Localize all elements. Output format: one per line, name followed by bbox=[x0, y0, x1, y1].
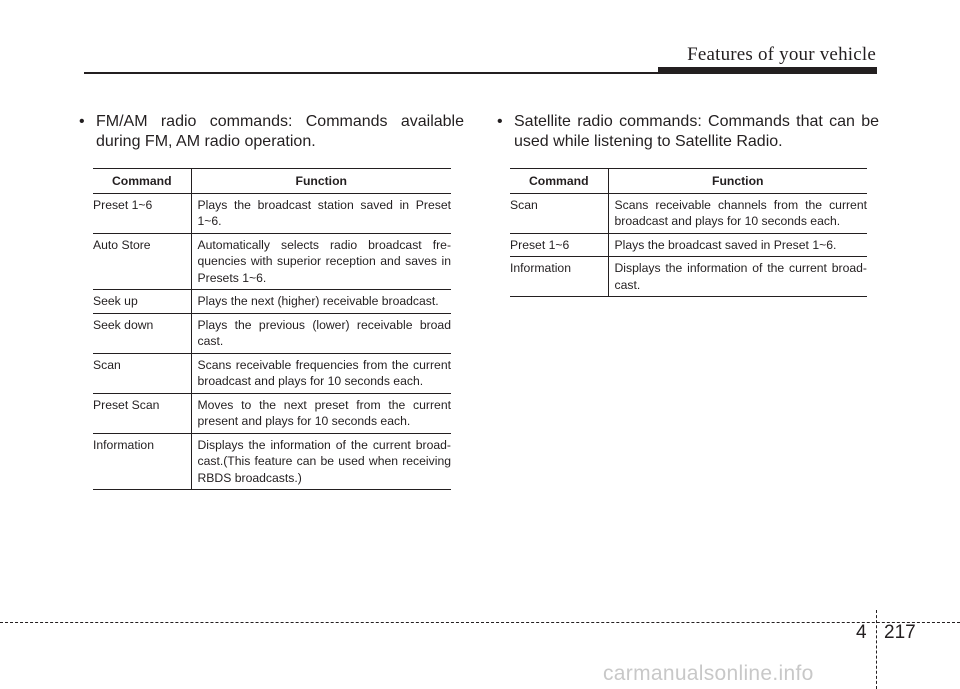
command-column-header: Command bbox=[510, 169, 608, 194]
satellite-intro-text: Satellite radio commands: Commands that can be used while listening to Satellite Radio. bbox=[514, 113, 879, 150]
footer-divider bbox=[0, 622, 960, 623]
table-header-row bbox=[510, 169, 867, 194]
function-cell: Moves to the next preset from the current present and plays for 10 seconds each. bbox=[191, 393, 451, 433]
table-row bbox=[93, 233, 451, 290]
command-cell: Scan bbox=[510, 193, 608, 233]
table-row bbox=[93, 193, 451, 233]
command-cell: Preset Scan bbox=[93, 393, 191, 433]
command-cell: Seek down bbox=[93, 313, 191, 353]
function-cell: Scans receivable frequencies from the current broadcast and plays for 10 seconds each. bbox=[191, 353, 451, 393]
function-column-header: Function bbox=[191, 169, 451, 194]
function-cell: Plays the next (higher) receivable broadcast. bbox=[191, 290, 451, 314]
bullet-icon: • bbox=[79, 113, 85, 130]
function-cell: Plays the broadcast station saved in Preset 1~6. bbox=[191, 193, 451, 233]
table-row bbox=[93, 433, 451, 490]
function-cell: Plays the previous (lower) receivable broad cast. bbox=[191, 313, 451, 353]
table-row bbox=[510, 257, 867, 297]
page-header-title: Features of your vehicle bbox=[687, 44, 876, 65]
command-cell: Seek up bbox=[93, 290, 191, 314]
fm-am-intro bbox=[79, 112, 464, 152]
satellite-command-table bbox=[510, 168, 867, 297]
function-column-header: Function bbox=[608, 169, 867, 194]
table-row bbox=[510, 193, 867, 233]
table-row bbox=[93, 393, 451, 433]
function-cell: Scans receivable channels from the current broadcast and plays for 10 seconds each. bbox=[608, 193, 867, 233]
command-cell: Auto Store bbox=[93, 233, 191, 290]
header-rule-accent bbox=[658, 67, 877, 73]
function-cell: Displays the information of the current broad- cast.(This feature can be used when receiving RBDS broadcasts.) bbox=[191, 433, 451, 490]
fm-am-intro-text: FM/AM radio commands: Commands available during FM, AM radio operation. bbox=[96, 113, 464, 150]
command-cell: Preset 1~6 bbox=[93, 193, 191, 233]
watermark-text: carmanualsonline.info bbox=[603, 662, 814, 685]
command-cell: Information bbox=[93, 433, 191, 490]
page-number: 217 bbox=[884, 622, 916, 643]
table-row bbox=[510, 233, 867, 257]
function-cell: Displays the information of the current broad- cast. bbox=[608, 257, 867, 297]
chapter-number: 4 bbox=[856, 622, 867, 643]
command-cell: Preset 1~6 bbox=[510, 233, 608, 257]
command-column-header: Command bbox=[93, 169, 191, 194]
function-cell: Plays the broadcast saved in Preset 1~6. bbox=[608, 233, 867, 257]
table-row bbox=[93, 313, 451, 353]
function-cell: Automatically selects radio broadcast fre- quencies with superior reception and saves in Presets 1~6. bbox=[191, 233, 451, 290]
bullet-icon: • bbox=[497, 113, 503, 130]
command-cell: Scan bbox=[93, 353, 191, 393]
table-row bbox=[93, 290, 451, 314]
table-header-row bbox=[93, 169, 451, 194]
footer-vertical-divider bbox=[876, 610, 877, 689]
command-cell: Information bbox=[510, 257, 608, 297]
satellite-intro bbox=[497, 112, 879, 152]
fm-am-command-table bbox=[93, 168, 451, 490]
table-row bbox=[93, 353, 451, 393]
